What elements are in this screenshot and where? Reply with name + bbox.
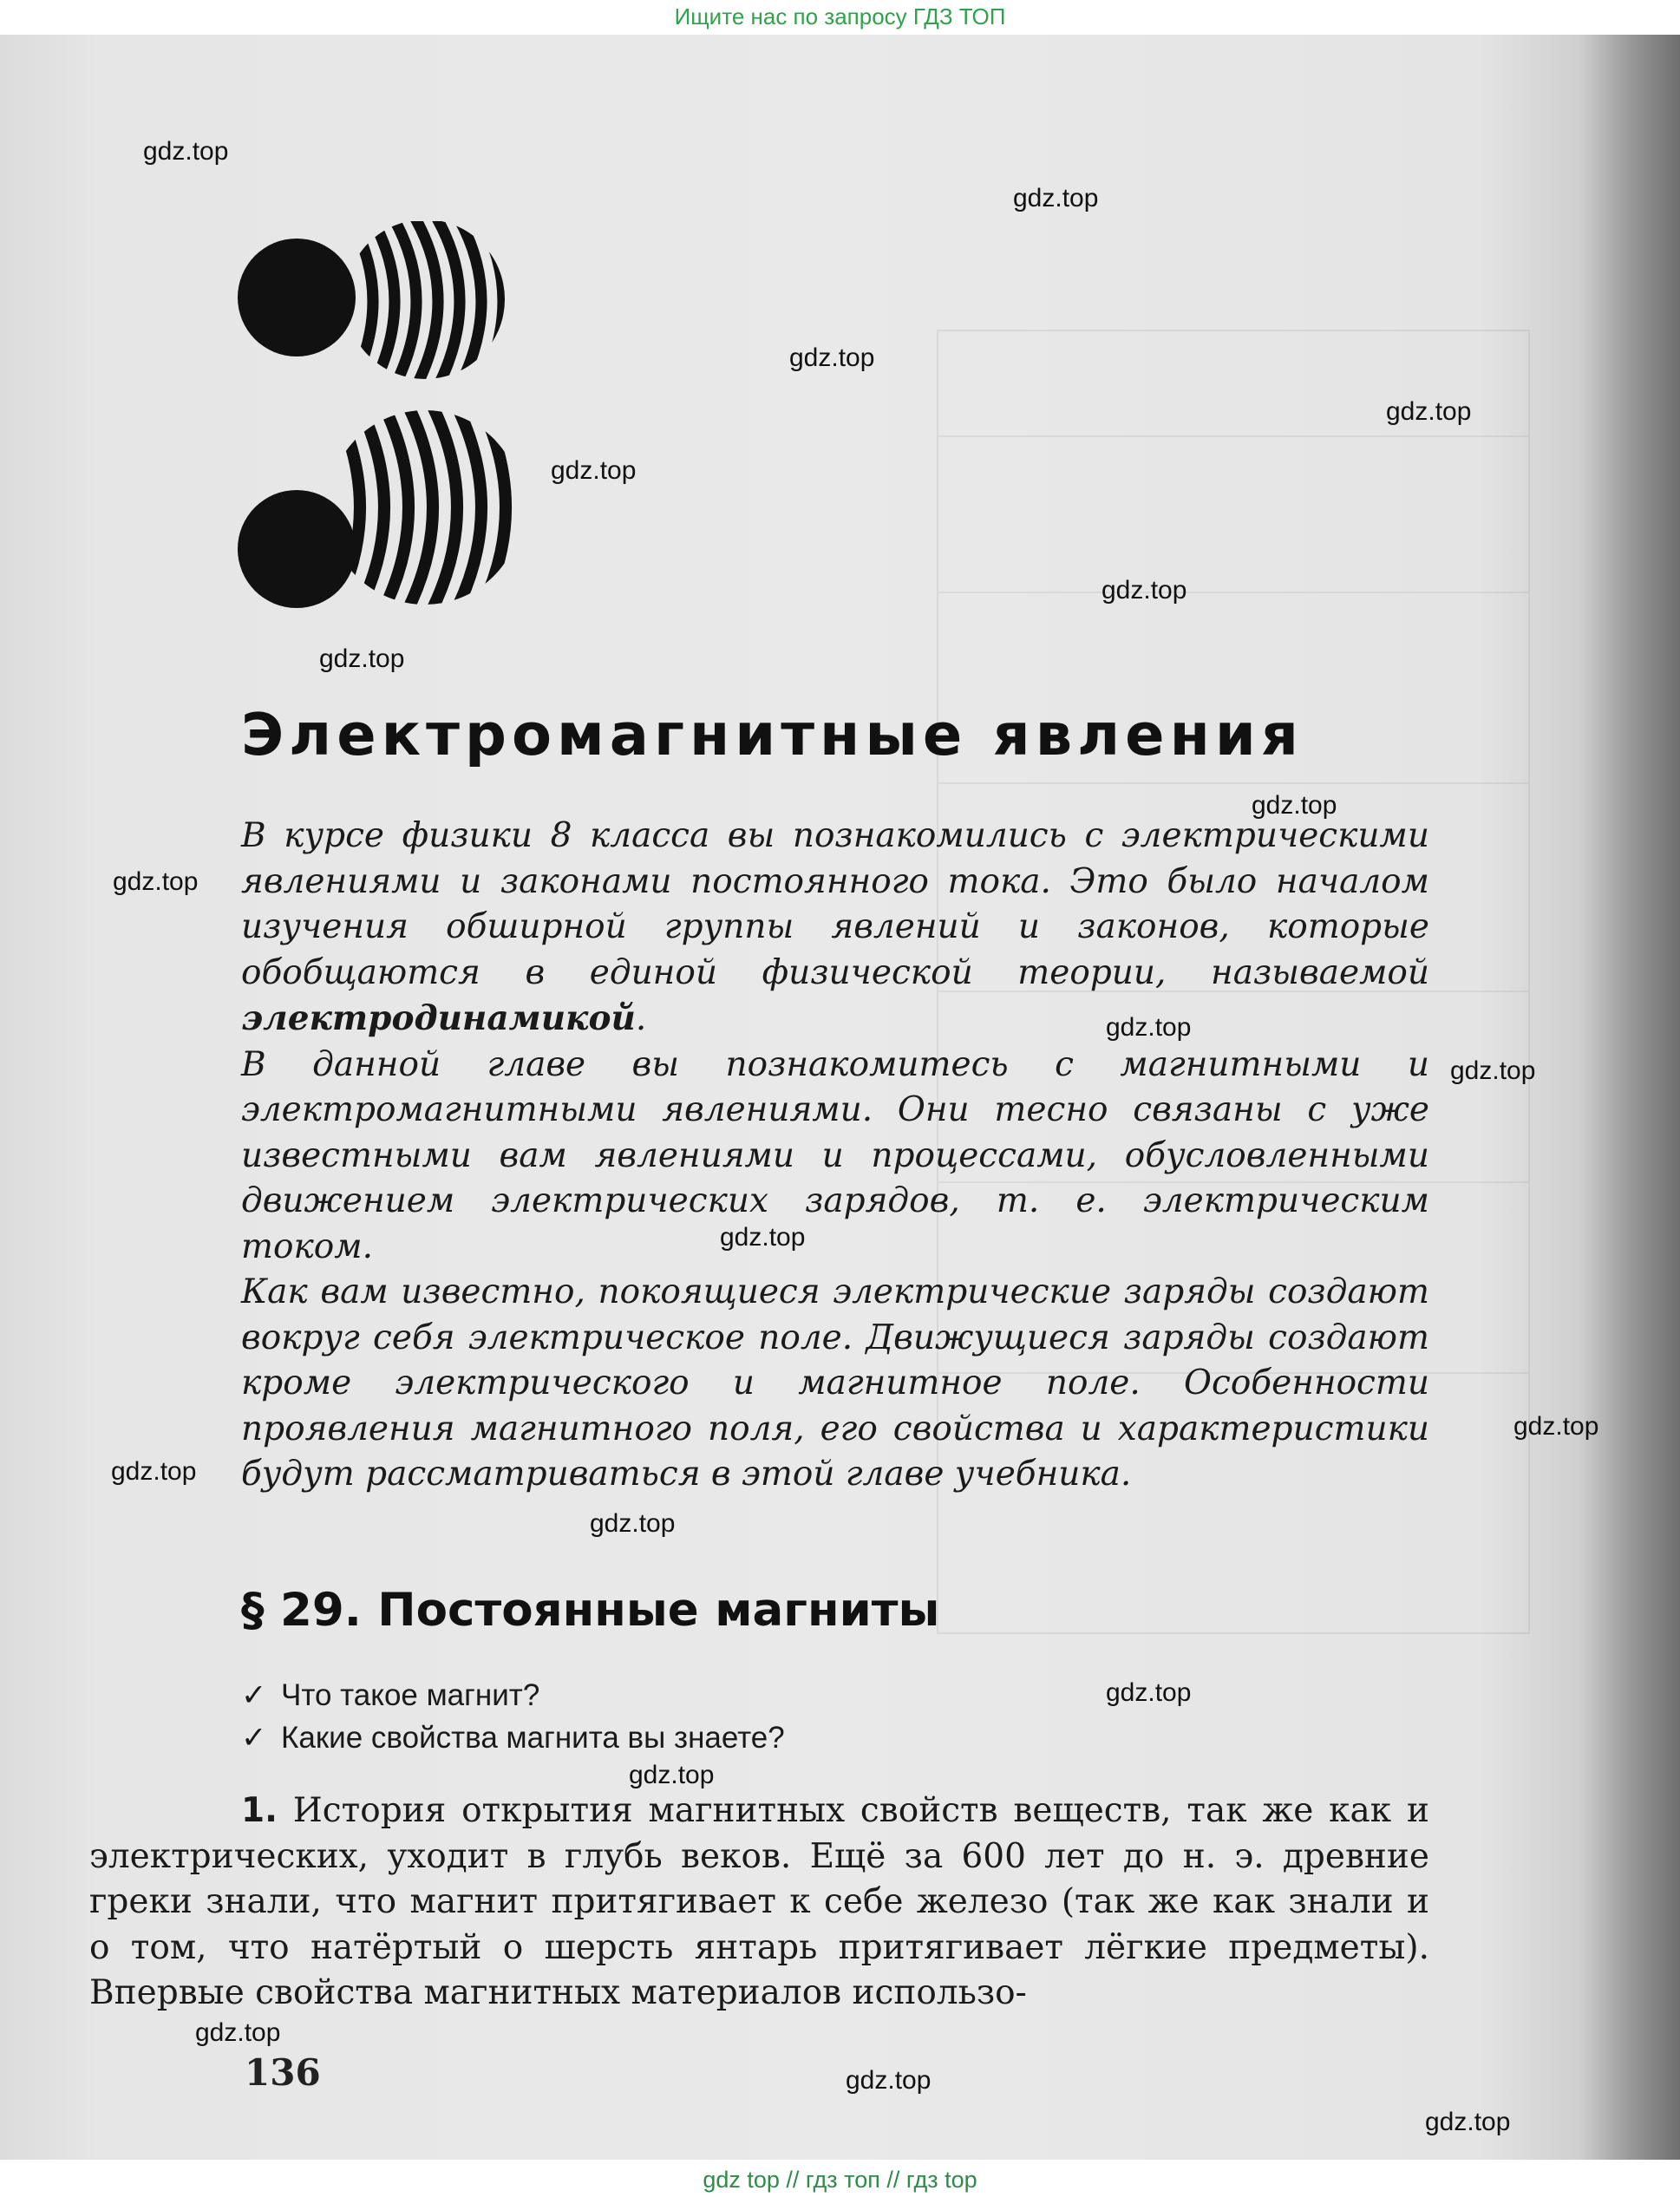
- watermark: gdz.top: [846, 2066, 932, 2095]
- term-electrodynamics: электродинамикой: [241, 998, 636, 1038]
- watermark: gdz.top: [195, 2018, 281, 2047]
- intro-paragraph: Как вам известно, покоящиеся электрические заряды создают вокруг себя электрическое поле. Движущиеся заряды создают кроме электрического и магнитное поле. Особенности проявления магнитного поля, его свойства и характеристики будут рассматриваться в этой главе учебника.: [241, 1272, 1429, 1494]
- question-item: ✓ Что такое магнит?: [241, 1674, 785, 1716]
- watermark: gdz.top: [1106, 1013, 1192, 1042]
- watermark: gdz.top: [1106, 1678, 1192, 1707]
- watermark: gdz.top: [111, 1457, 197, 1486]
- watermark: gdz.top: [629, 1761, 715, 1789]
- watermark: gdz.top: [1252, 791, 1337, 820]
- chapter-intro: [241, 814, 1429, 1498]
- watermark: gdz.top: [789, 343, 875, 372]
- check-icon: ✓: [241, 1678, 267, 1712]
- paragraph-number: 1.: [241, 1791, 278, 1830]
- section-title: § 29. Постоянные магниты: [241, 1584, 940, 1637]
- top-banner[interactable]: Ищите нас по запросу ГДЗ ТОП: [674, 3, 1006, 29]
- section-paragraph: 1. История открытия магнитных свойств веществ, так же как и электрических, уходит в глубь веков. Ещё за 600 лет до н. э. древние греки знали, что магнит притягивает к себе железо (так же как знали и о том, что натёртый о шерсть янтарь притягивает лёгкие предметы). Впервые свойства магнитных материалов использо-: [89, 1791, 1429, 2013]
- watermark: gdz.top: [1101, 576, 1187, 605]
- watermark: gdz.top: [113, 867, 199, 896]
- page-number: 136: [245, 2051, 321, 2094]
- watermark: gdz.top: [551, 456, 637, 485]
- watermark: gdz.top: [590, 1509, 676, 1538]
- watermark: gdz.top: [1450, 1056, 1536, 1085]
- review-questions: [241, 1674, 785, 1759]
- intro-paragraph: В данной главе вы познакомитесь с магнитными и электромагнитными явлениями. Они тесно связаны с уже известными вам явлениями и процессами, обусловленными движением электрических зарядов, т. е. электрическим током.: [241, 1044, 1429, 1266]
- intro-paragraph: В курсе физики 8 класса вы познакомились с электрическими явлениями и законами постоянного тока. Это было началом изучения обширной группы явлений и законов, которые обобщаются в единой физической теории, называемой электродинамикой.: [241, 816, 1429, 1038]
- watermark: gdz.top: [143, 137, 229, 166]
- watermark: gdz.top: [319, 644, 405, 673]
- check-icon: ✓: [241, 1721, 267, 1755]
- watermark: gdz.top: [1013, 184, 1099, 213]
- bottom-banner[interactable]: gdz top // гдз топ // гдз top: [703, 2167, 977, 2193]
- chapter-logo-icon: [234, 221, 520, 611]
- question-item: ✓ Какие свойства магнита вы знаете?: [241, 1716, 785, 1759]
- watermark: gdz.top: [1425, 2108, 1511, 2136]
- watermark: gdz.top: [1513, 1412, 1599, 1441]
- watermark: gdz.top: [1386, 397, 1472, 426]
- chapter-title: Электромагнитные явления: [241, 701, 1304, 768]
- watermark: gdz.top: [720, 1223, 806, 1252]
